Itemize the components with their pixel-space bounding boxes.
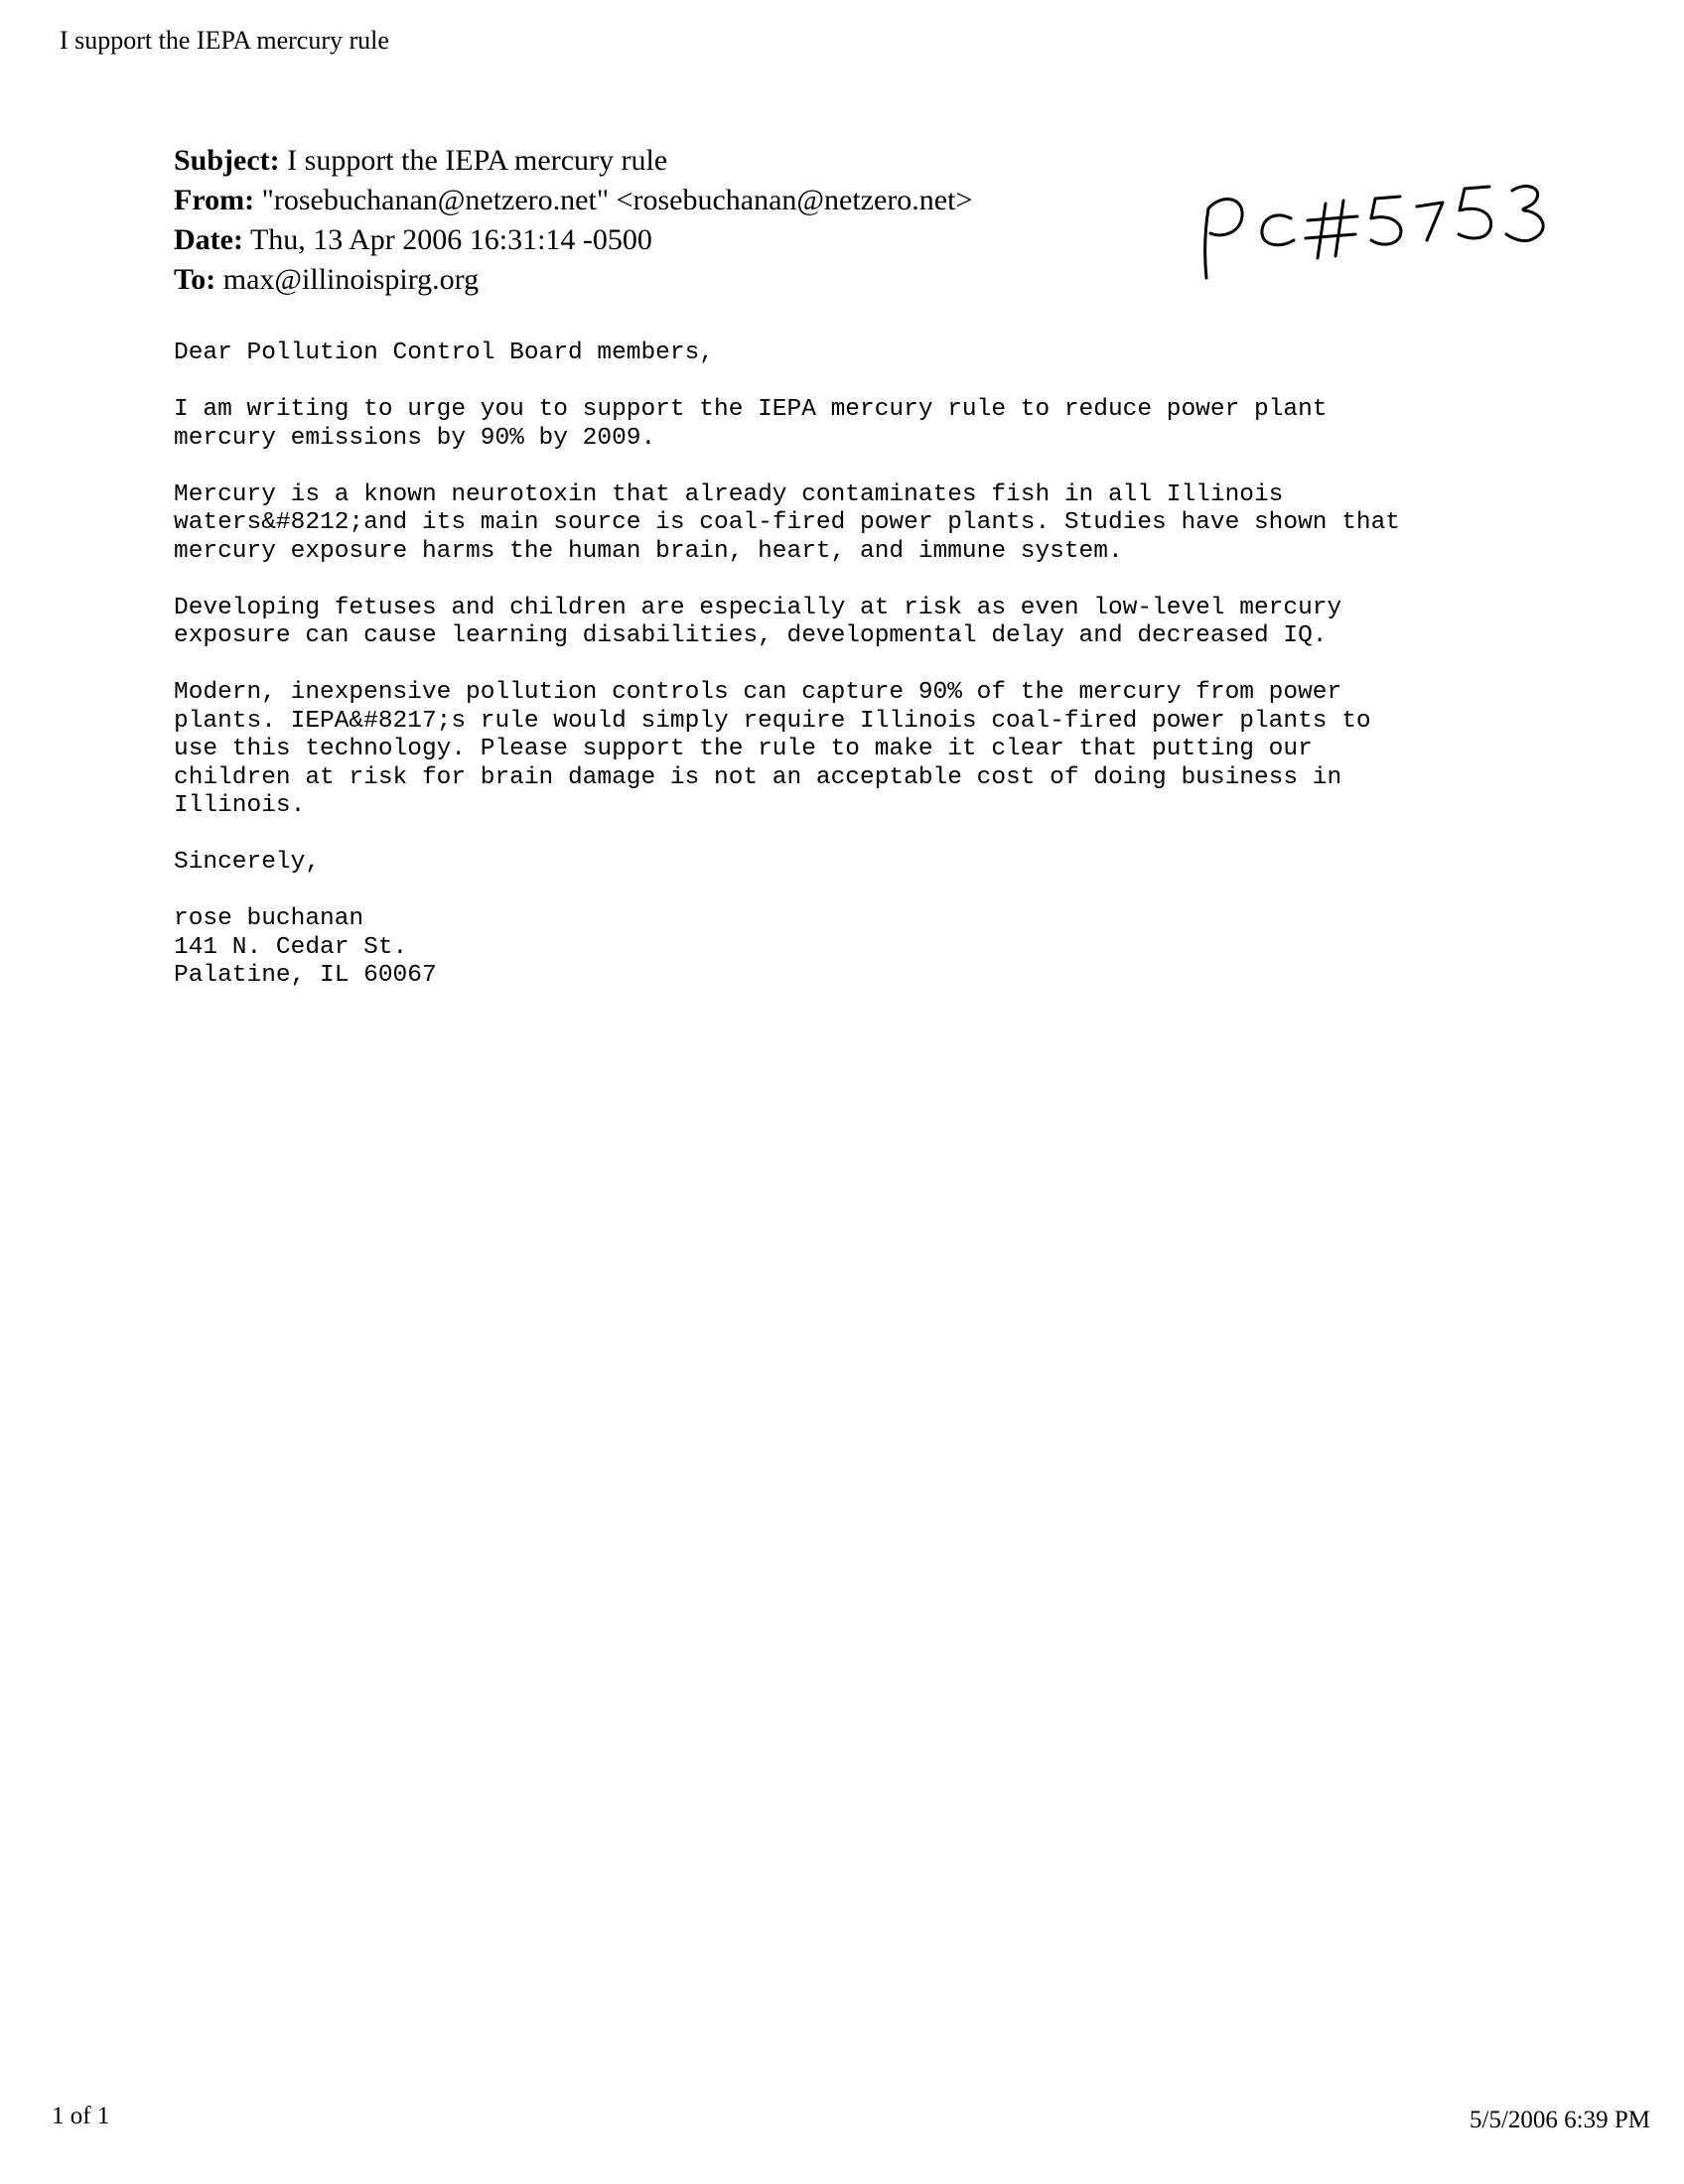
to-row	[174, 260, 972, 300]
to-label: To:	[174, 263, 216, 296]
signature-block	[174, 905, 1564, 991]
page-number: 1 of 1	[52, 2103, 110, 2129]
to-value: max@illinoispirg.org	[222, 263, 480, 296]
body-paragraph: Mercury is a known neurotoxin that already contaminates fish in all Illinois waters&#8212;and its main source is coal-fired power plants. Studies have shown that mercury exposure harms the human brain, heart, and immune system.	[174, 480, 1401, 565]
body-paragraph: Developing fetuses and children are especially at risk as even low-level mercury exposure can cause learning disabilities, developmental delay and decreased IQ.	[174, 594, 1342, 649]
date-row	[174, 220, 972, 260]
from-row	[174, 181, 972, 220]
email-header	[174, 141, 972, 300]
signature-city: Palatine, IL 60067	[174, 962, 437, 989]
handwritten-pc-number	[1196, 179, 1564, 288]
date-label: Date:	[174, 223, 243, 256]
print-timestamp: 5/5/2006 6:39 PM	[1470, 2107, 1650, 2133]
from-label: From:	[174, 184, 255, 216]
subject-value: I support the IEPA mercury rule	[287, 144, 668, 177]
closing: Sincerely,	[174, 849, 321, 876]
greeting: Dear Pollution Control Board members,	[174, 340, 714, 366]
date-value: Thu, 13 Apr 2006 16:31:14 -0500	[249, 223, 652, 256]
email-body	[174, 340, 1564, 991]
subject-row	[174, 141, 972, 181]
signature-street: 141 N. Cedar St.	[174, 933, 408, 961]
body-paragraph: Modern, inexpensive pollution controls can capture 90% of the mercury from power plants. IEPA&#8217;s rule would simply require Illinois coal-fired power plants to use this technology. Please support the rule to make it clear that putting our children at risk for brain damage is not an acceptable cost of doing business in Illinois.	[174, 679, 1371, 819]
page-title: I support the IEPA mercury rule	[60, 26, 389, 55]
body-paragraph: I am writing to urge you to support the IEPA mercury rule to reduce power plant mercury emissions by 90% by 2009.	[174, 396, 1328, 452]
subject-label: Subject:	[174, 144, 280, 177]
signature-name: rose buchanan	[174, 905, 364, 932]
from-value: "rosebuchanan@netzero.net" <rosebuchanan@netzero.net>	[261, 184, 973, 216]
